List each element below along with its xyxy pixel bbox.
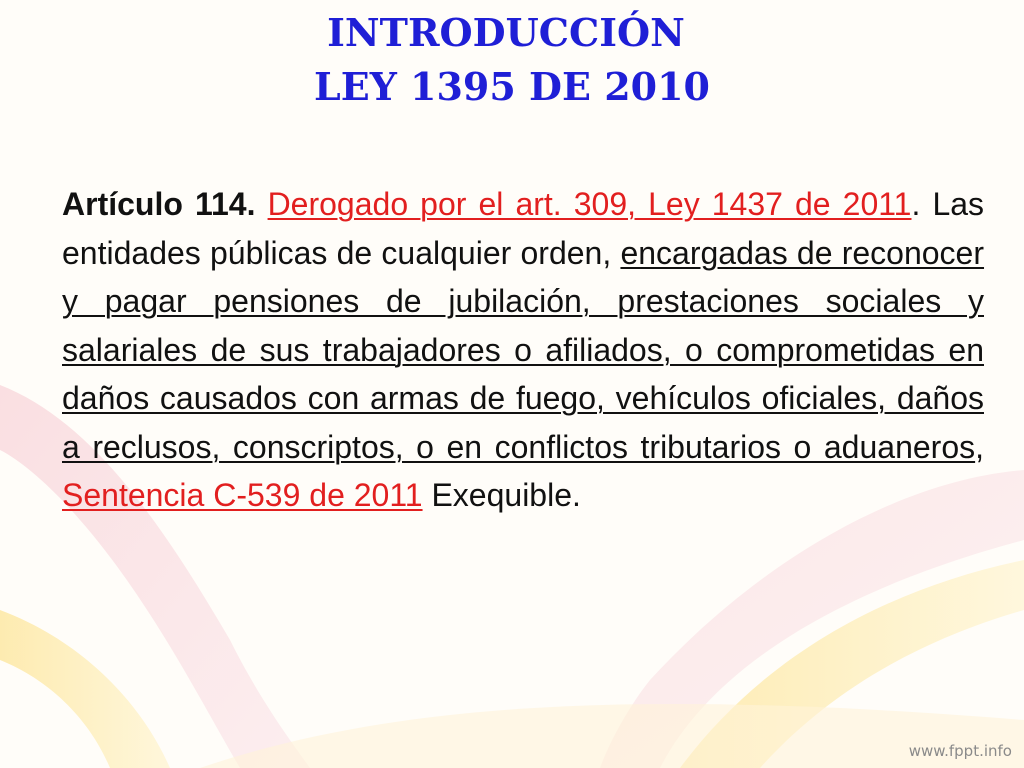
article-text-2: , — [975, 428, 984, 465]
title-line-1: INTRODUCCIÓN — [327, 10, 685, 55]
slide-title — [0, 6, 1024, 114]
watermark: www.fppt.info — [908, 742, 1012, 760]
article-underlined-text: encargadas de reconocer y pagar pensiones de jubilación, prestaciones sociales y salariales de sus trabajadores o afiliados, o comprometidas en daños causados con armas de fuego, vehículos oficiales, daños a reclusos, conscriptos, o en conflictos tributarios o aduaneros — [62, 234, 985, 465]
derogation-link[interactable]: Derogado por el art. 309, Ley 1437 de 2011 — [267, 186, 912, 222]
sentencia-link[interactable]: Sentencia C-539 de 2011 — [62, 477, 423, 513]
article-text-1: . Las entidades públicas de cualquier orden, — [62, 186, 985, 271]
article-body — [62, 180, 984, 520]
article-label: Artículo 114. — [62, 186, 256, 222]
title-line-2: LEY 1395 DE 2010 — [314, 64, 710, 109]
article-text-3: Exequible. — [422, 477, 581, 513]
